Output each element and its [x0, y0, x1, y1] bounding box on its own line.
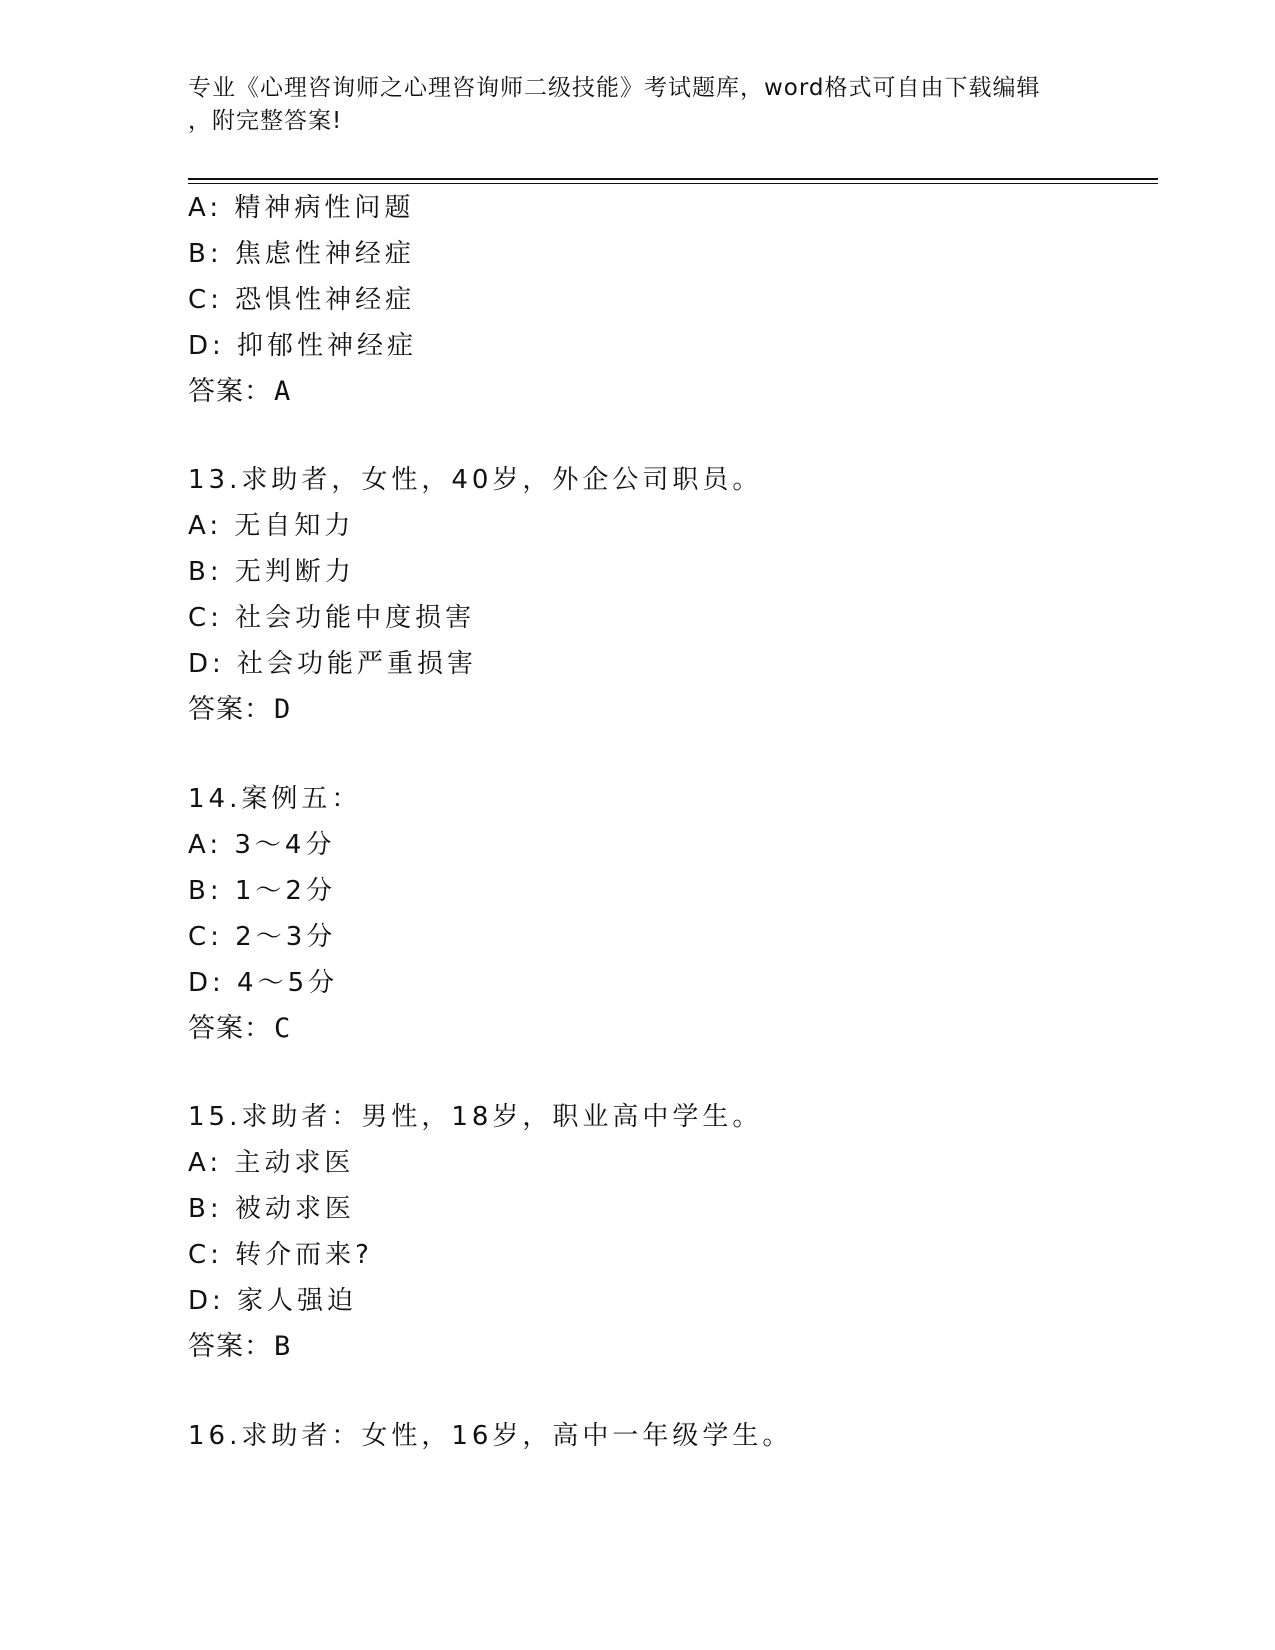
option-a: A: 无自知力: [188, 511, 355, 541]
option-c: C: 恐惧性神经症: [188, 285, 416, 315]
answer-line: [188, 687, 1168, 733]
header-line-2: ，附完整答案!: [188, 108, 343, 134]
answer-label: 答案：: [188, 1331, 272, 1362]
option-a: A: 精神病性问题: [188, 193, 415, 223]
answer-value: A: [274, 376, 292, 407]
option-c: C: 转介而来?: [188, 1240, 373, 1270]
option-d: D: 社会功能严重损害: [188, 649, 478, 679]
document-header: [188, 72, 1088, 138]
answer-label: 答案：: [188, 376, 272, 407]
answer-label: 答案：: [188, 1013, 272, 1044]
option-c: C: 社会功能中度损害: [188, 603, 476, 633]
option-d: D: 家人强迫: [188, 1286, 358, 1316]
option-d: D: 4～5分: [188, 968, 339, 998]
question-text: 14.案例五：: [188, 784, 362, 814]
question-block-15: [188, 1094, 1168, 1370]
option-b: B: 被动求医: [188, 1194, 355, 1224]
answer-label: 答案：: [188, 694, 272, 725]
question-text: 15.求助者：男性，18岁，职业高中学生。: [188, 1102, 763, 1132]
option-b: B: 无判断力: [188, 557, 355, 587]
question-block-16: [188, 1413, 1168, 1459]
question-text: 13.求助者，女性，40岁，外企公司职员。: [188, 465, 763, 495]
answer-line: [188, 369, 1168, 415]
answer-value: C: [274, 1013, 292, 1044]
answer-line: [188, 1006, 1168, 1052]
question-block-12: [188, 185, 1168, 415]
header-divider-thin: [188, 183, 1158, 184]
question-block-13: [188, 457, 1168, 733]
header-line-1: 专业《心理咨询师之心理咨询师二级技能》考试题库，word格式可自由下载编辑: [188, 75, 1041, 101]
option-d: D: 抑郁性神经症: [188, 331, 418, 361]
header-divider-thick: [188, 178, 1158, 180]
answer-value: B: [274, 1331, 292, 1362]
question-text: 16.求助者：女性，16岁，高中一年级学生。: [188, 1421, 793, 1451]
option-b: B: 1～2分: [188, 876, 336, 906]
option-a: A: 3～4分: [188, 830, 336, 860]
answer-value: D: [274, 694, 292, 725]
option-c: C: 2～3分: [188, 922, 337, 952]
option-b: B: 焦虑性神经症: [188, 239, 415, 269]
answer-line: [188, 1324, 1168, 1370]
option-a: A: 主动求医: [188, 1148, 355, 1178]
question-block-14: [188, 776, 1168, 1052]
